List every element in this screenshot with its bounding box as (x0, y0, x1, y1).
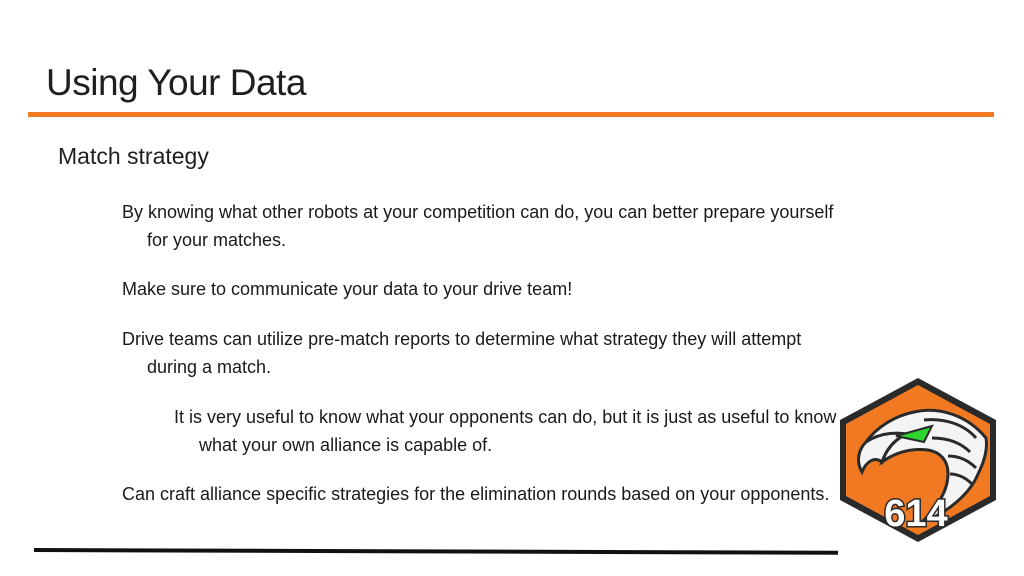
section-heading: Match strategy (58, 143, 209, 169)
slide-title: Using Your Data (46, 62, 306, 103)
bullet-point-1: By knowing what other robots at your competition can do, you can better prepare yourself for your matches. (122, 202, 834, 250)
footer-divider (34, 548, 838, 555)
team-logo (836, 376, 1000, 544)
bullet-point-3: Drive teams can utilize pre-match reports to determine what strategy they will attempt during a match. (122, 329, 802, 377)
title-divider (28, 112, 994, 117)
bullet-point-4: Can craft alliance specific strategies for the elimination rounds based on your opponents. (122, 484, 830, 504)
sub-bullet-point: It is very useful to know what your opponents can do, but it is just as useful to know what your own alliance is capable of. (174, 407, 837, 455)
logo-number: 614 (884, 493, 948, 535)
bullet-point-2: Make sure to communicate your data to your drive team! (122, 279, 573, 299)
